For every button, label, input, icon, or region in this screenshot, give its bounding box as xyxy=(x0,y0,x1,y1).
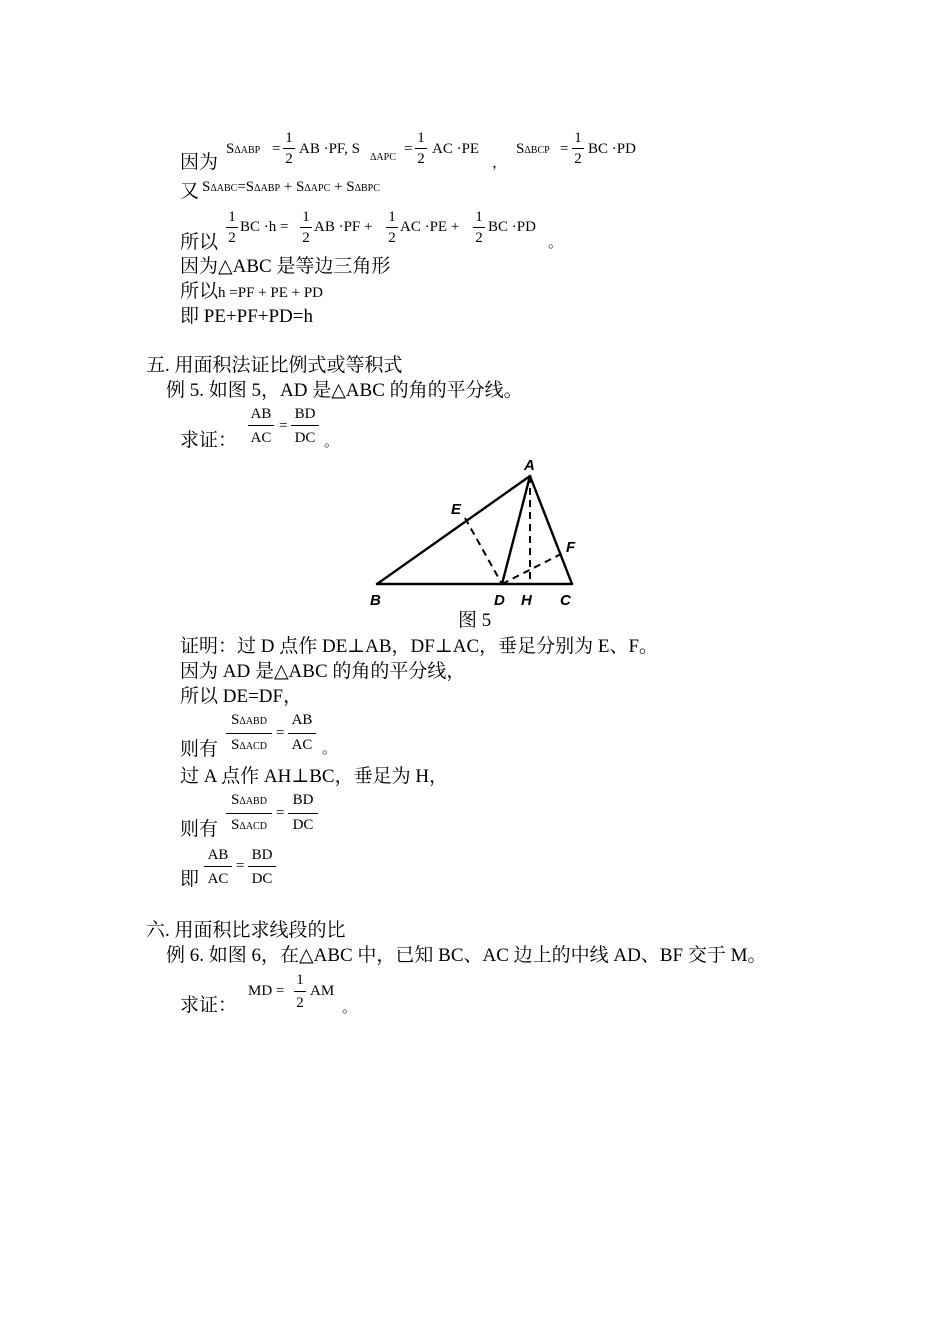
side-ac xyxy=(530,476,572,584)
perpendicular-df xyxy=(502,552,565,584)
label-f: F xyxy=(566,539,576,556)
label-h: H xyxy=(521,592,532,609)
label-b: B xyxy=(370,592,381,609)
section6-heading: 六. 用面积比求线段的比 xyxy=(146,920,346,941)
proof-line-2: 因为 AD 是△ABC 的角的平分线， xyxy=(180,661,466,682)
example5: 例 5. 如图 5，AD 是△ABC 的角的平分线。 xyxy=(166,380,523,401)
line-h: 所以h =PF + PE + PD xyxy=(180,281,324,302)
because-label: 因为 xyxy=(180,152,219,173)
label-c: C xyxy=(560,592,571,609)
line-equilateral: 因为△ABC 是等边三角形 xyxy=(180,256,391,277)
label-a: A xyxy=(524,457,535,474)
section5-heading: 五. 用面积法证比例式或等积式 xyxy=(146,355,403,376)
label-e: E xyxy=(451,501,462,518)
line-ie: 即 PE+PF+PD=h xyxy=(180,306,313,327)
proof-line-3: 所以 DE=DF， xyxy=(180,686,303,707)
figure-5 xyxy=(365,450,595,615)
figure-5-caption: 图 5 xyxy=(458,610,492,631)
perpendicular-de xyxy=(465,518,502,584)
proof-line-4: 过 A 点作 AH⊥BC，垂足为 H， xyxy=(180,766,449,787)
example6: 例 6. 如图 6，在△ABC 中，已知 BC、AC 边上的中线 AD、BF 交于 M。 xyxy=(166,945,767,966)
label-d: D xyxy=(494,592,505,609)
proof-line-1: 证明：过 D 点作 DE⊥AB，DF⊥AC，垂足分别为 E、F。 xyxy=(180,636,659,657)
